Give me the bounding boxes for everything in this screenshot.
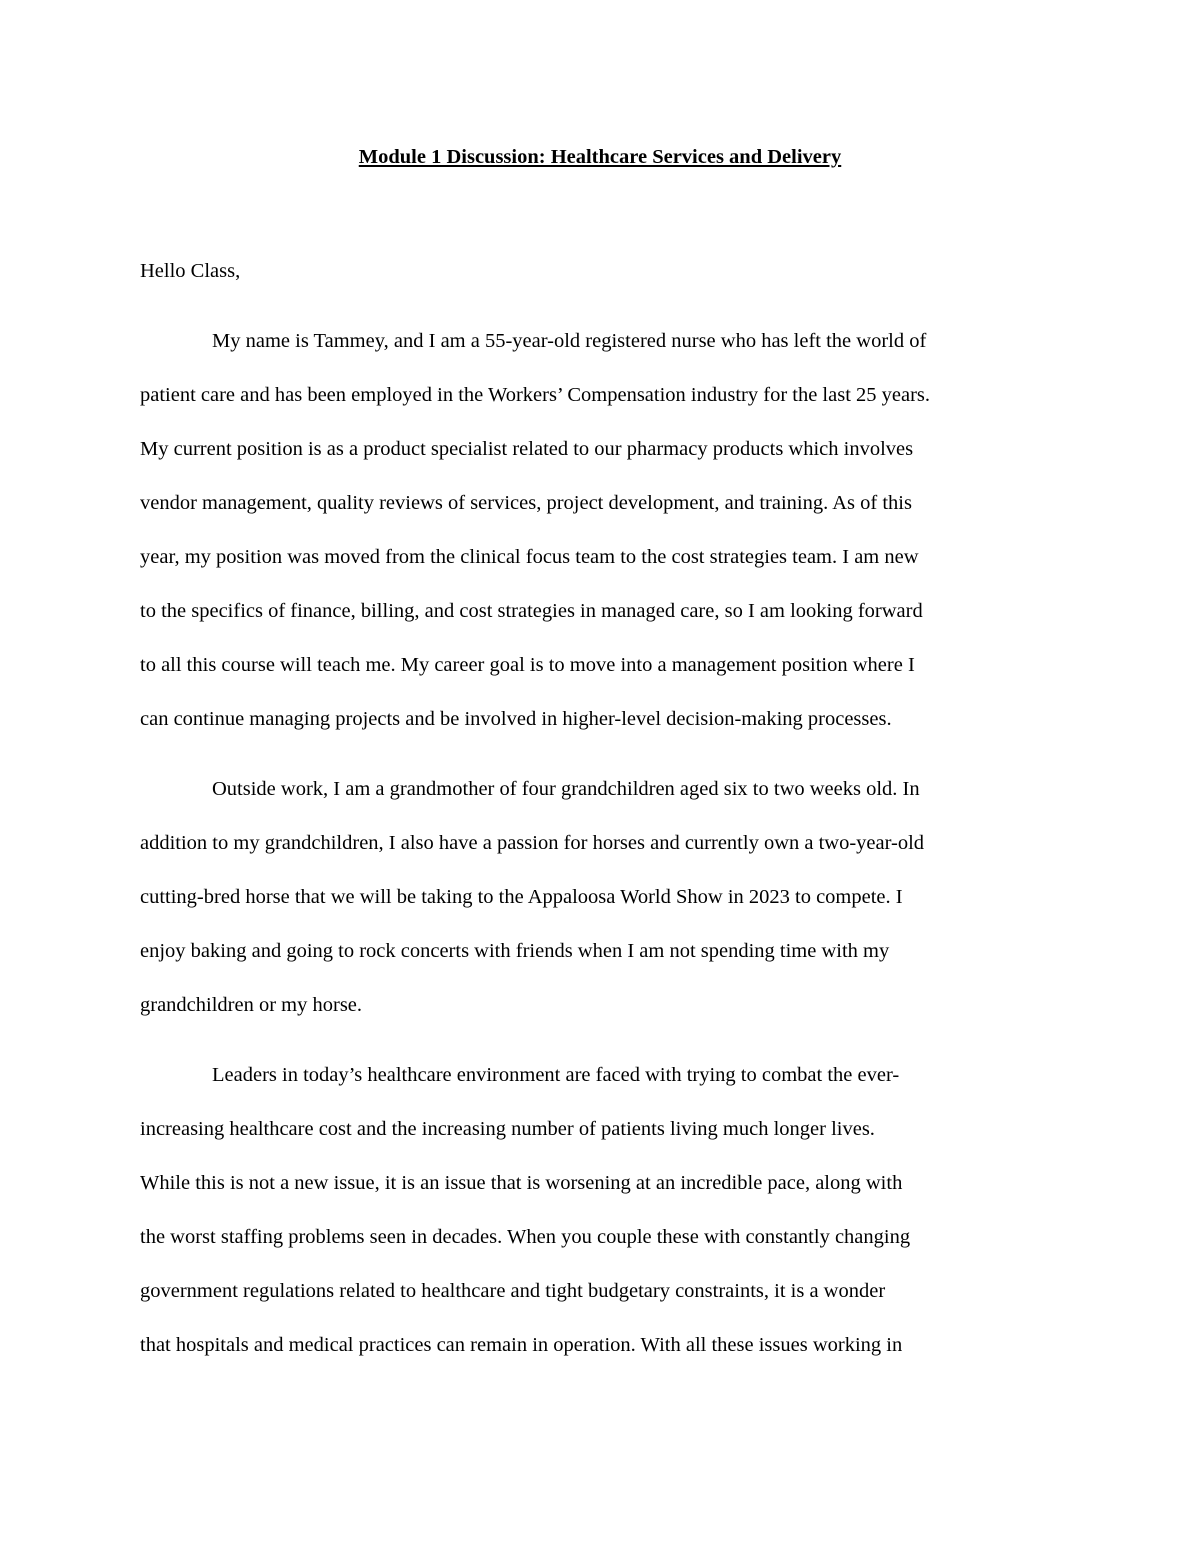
paragraph-3-line-6: that hospitals and medical practices can remain in operation. With all these issues working in [140,1334,903,1356]
paragraph-2-line-1: Outside work, I am a grandmother of four grandchildren aged six to two weeks old. In [212,778,920,800]
paragraph-1-line-5: year, my position was moved from the clinical focus team to the cost strategies team. I am new [140,546,919,568]
greeting: Hello Class, [140,260,241,282]
paragraph-1-line-6: to the specifics of finance, billing, and cost strategies in managed care, so I am looking forward [140,600,923,622]
paragraph-3-line-4: the worst staffing problems seen in decades. When you couple these with constantly changing [140,1226,911,1248]
paragraph-2-line-5: grandchildren or my horse. [140,994,363,1016]
paragraph-1-line-1: My name is Tammey, and I am a 55-year-old registered nurse who has left the world of [212,330,927,352]
paragraph-2-line-4: enjoy baking and going to rock concerts with friends when I am not spending time with my [140,940,890,962]
paragraph-3-line-2: increasing healthcare cost and the increasing number of patients living much longer lives. [140,1118,875,1140]
paragraph-1-line-3: My current position is as a product specialist related to our pharmacy products which involves [140,438,914,460]
document-title: Module 1 Discussion: Healthcare Services and Delivery [358,146,842,168]
paragraph-3-line-1: Leaders in today’s healthcare environment are faced with trying to combat the ever- [212,1064,900,1086]
paragraph-3-line-3: While this is not a new issue, it is an issue that is worsening at an incredible pace, along with [140,1172,903,1194]
paragraph-1-line-8: can continue managing projects and be involved in higher-level decision-making processes. [140,708,892,730]
paragraph-1-line-7: to all this course will teach me. My career goal is to move into a management position where I [140,654,915,676]
paragraph-1-line-4: vendor management, quality reviews of services, project development, and training. As of this [140,492,912,514]
paragraph-2-line-2: addition to my grandchildren, I also have a passion for horses and currently own a two-year-old [140,832,925,854]
paragraph-1-line-2: patient care and has been employed in the Workers’ Compensation industry for the last 25 years. [140,384,931,406]
paragraph-2-line-3: cutting-bred horse that we will be taking to the Appaloosa World Show in 2023 to compete. I [140,886,903,908]
paragraph-3-line-5: government regulations related to healthcare and tight budgetary constraints, it is a wonder [140,1280,886,1302]
